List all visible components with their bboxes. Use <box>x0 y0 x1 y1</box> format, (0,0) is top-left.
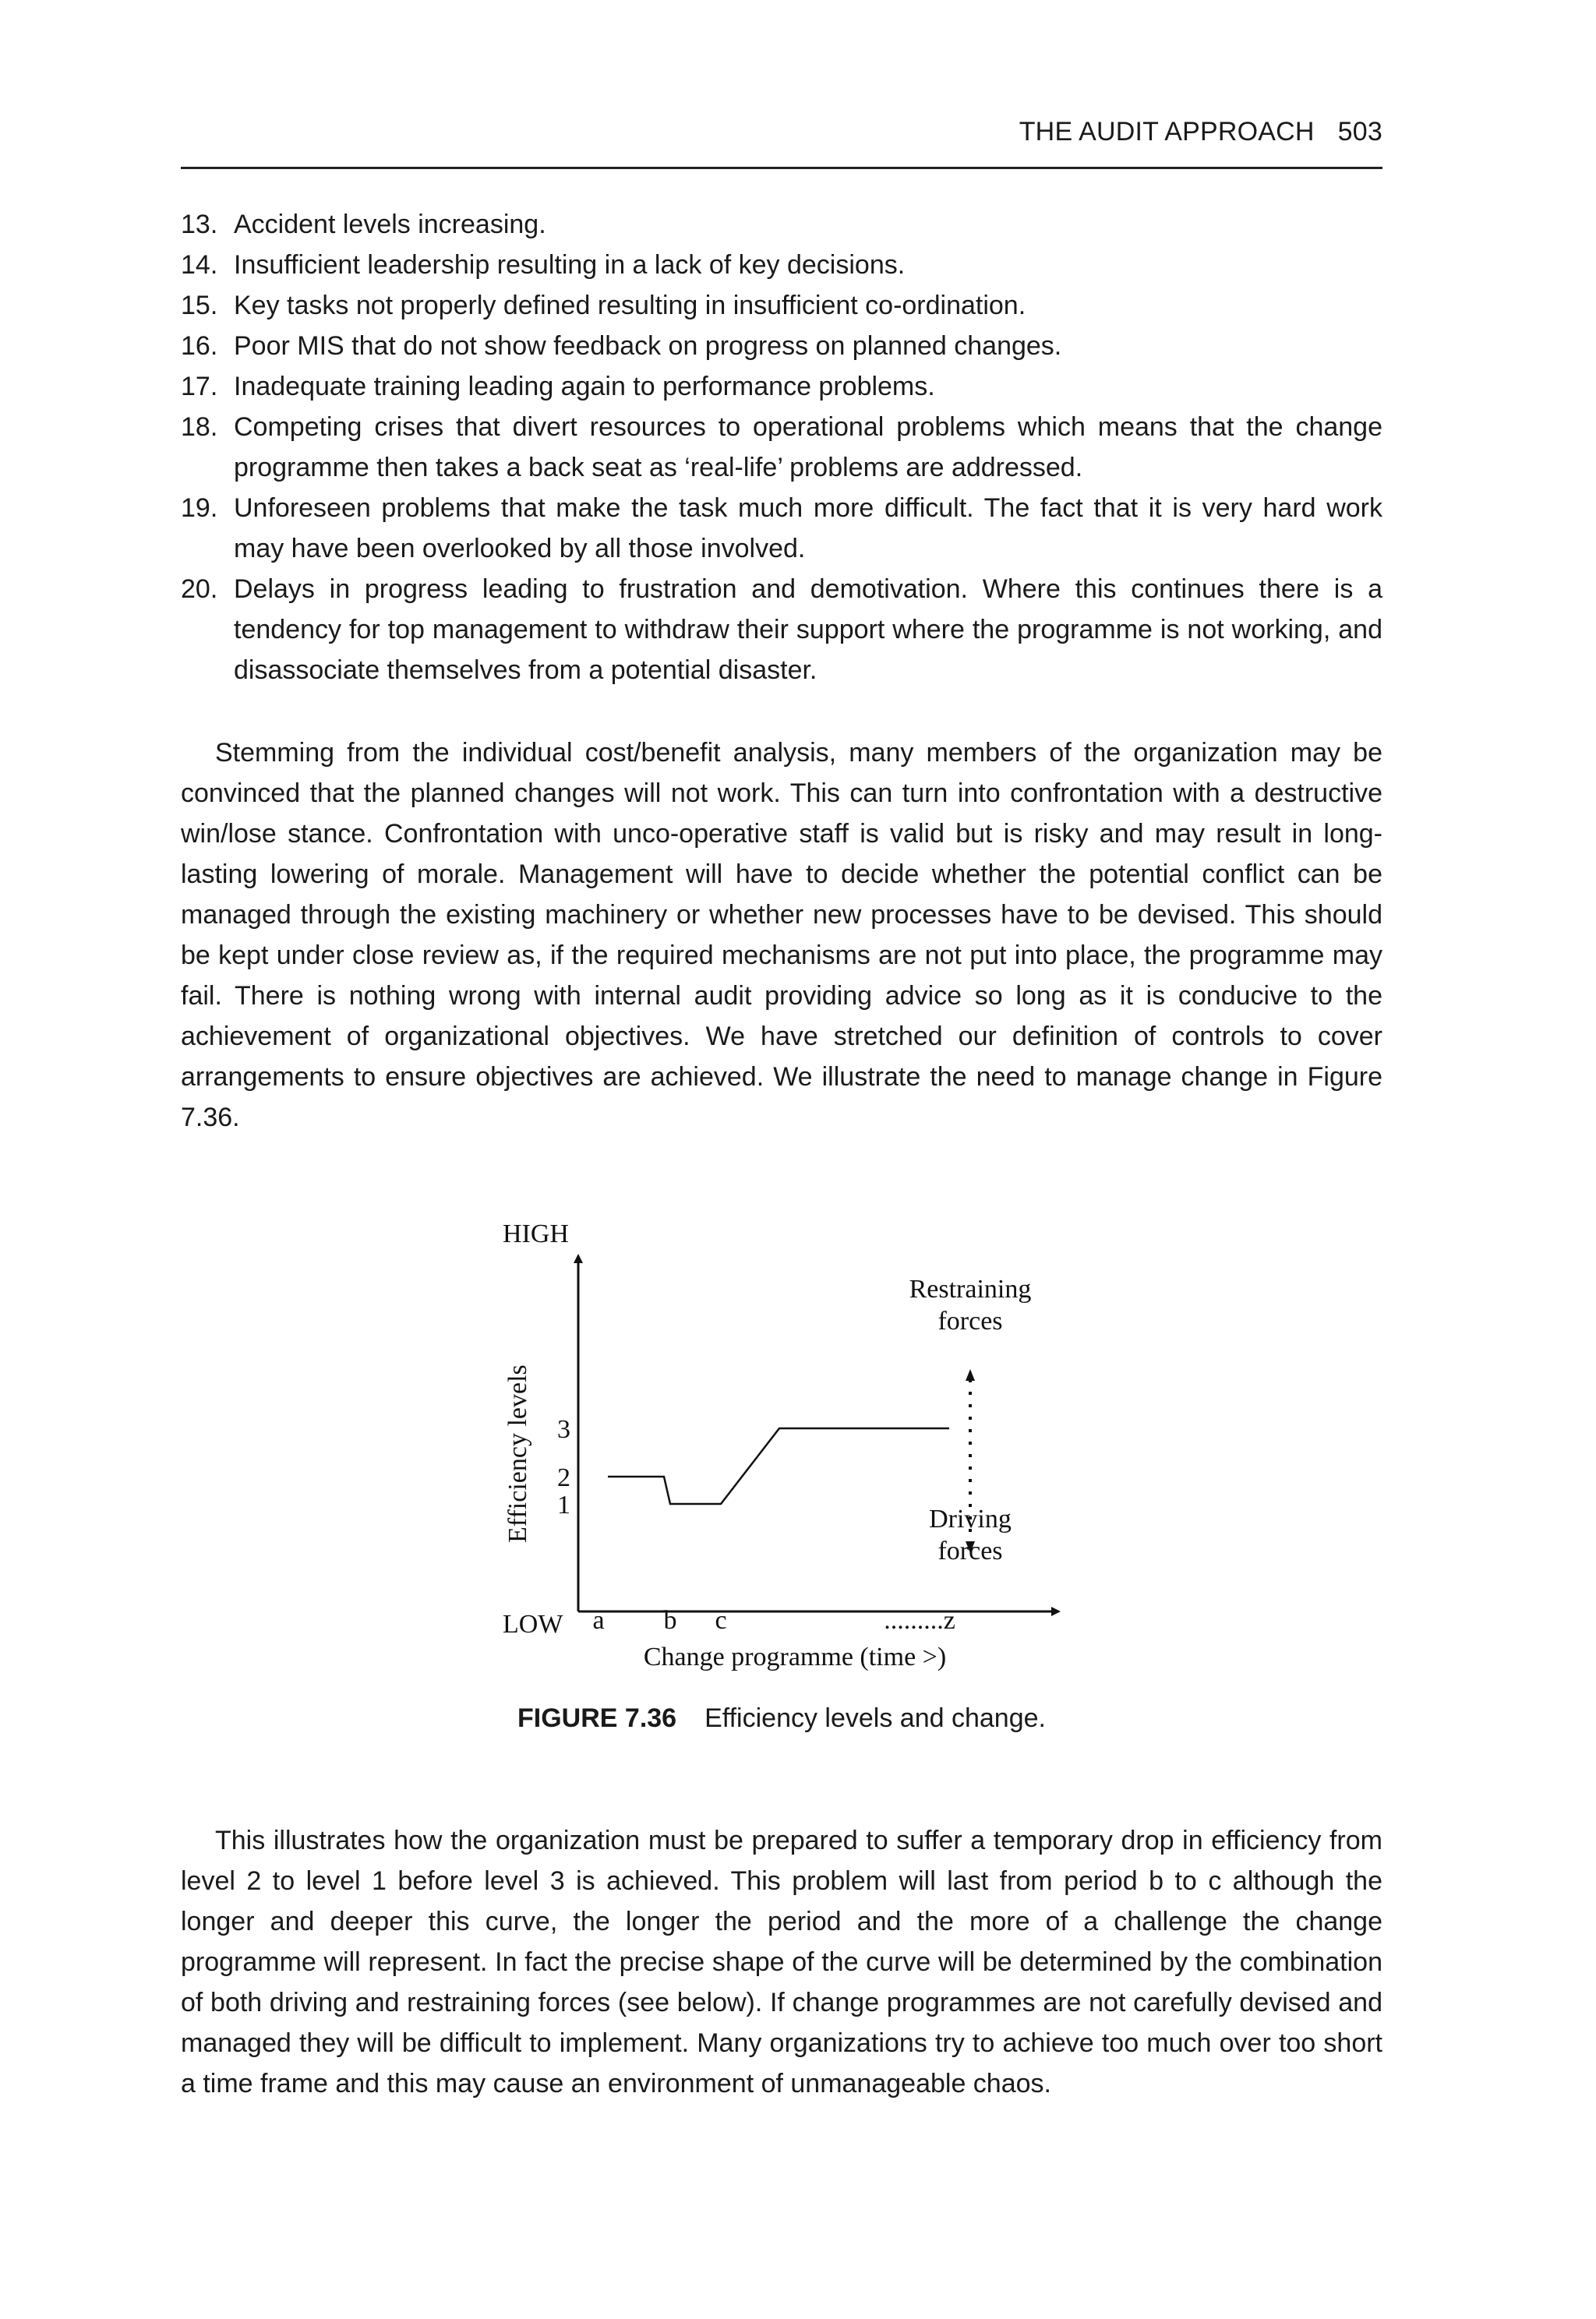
list-item <box>181 569 1382 690</box>
list-item-text: Competing crises that divert resources to operational problems which means that the change programme then takes a back seat as ‘real-life’ problems are addressed. <box>234 412 1382 482</box>
x-tick-label: a <box>592 1606 605 1635</box>
restraining-label-line1: Restraining <box>909 1275 1032 1304</box>
restraining-label-line2: forces <box>937 1307 1003 1336</box>
list-item-text: Accident levels increasing. <box>234 210 546 239</box>
list-item-number: 20. <box>181 574 218 604</box>
list-item-number: 19. <box>181 493 218 523</box>
list-item <box>181 285 1382 326</box>
list-item-text: Unforeseen problems that make the task much more difficult. The fact that it is very hard work may have been overlooked by all those involved. <box>234 493 1382 563</box>
restraining-arrow-icon <box>966 1369 975 1381</box>
list-item-number: 13. <box>181 210 218 239</box>
figure-caption <box>181 1703 1382 1734</box>
x-tick-label: b <box>663 1606 677 1635</box>
list-item-number: 14. <box>181 250 218 280</box>
x-tick-label: c <box>715 1606 727 1635</box>
list-item-number: 17. <box>181 372 218 401</box>
list-item <box>181 407 1382 488</box>
y-tick-group <box>557 1415 570 1520</box>
body-paragraph-2: This illustrates how the organization must be prepared to suffer a temporary drop in efficiency from level 2 to level 1 before level 3 is achieved. This problem will last from period b to c although the longer and deeper this curve, the longer the period and the more of a challenge the change programme will represent. In fact the precise shape of the curve will be determined by the combination of both driving and restraining forces (see below). If change programmes are not carefully devised and managed they will be difficult to implement. Many organizations try to achieve too much over too short a time frame and this may cause an environment of unmanageable chaos. <box>181 1826 1382 2098</box>
numbered-list <box>181 204 1382 690</box>
list-item-text: Delays in progress leading to frustration and demotivation. Where this continues there is a tendency for top management to withdraw their support where the programme is not working, and disassociate themselves from a potential disaster. <box>234 574 1382 685</box>
list-item <box>181 326 1382 366</box>
efficiency-chart <box>483 1216 1083 1699</box>
list-item-text: Key tasks not properly defined resulting in insufficient co-ordination. <box>234 291 1026 320</box>
figure-label: FIGURE 7.36 <box>517 1703 677 1733</box>
driving-label-line2: forces <box>937 1537 1003 1565</box>
efficiency-series-line <box>608 1428 949 1504</box>
figure-caption-text: Efficiency levels and change. <box>704 1703 1046 1733</box>
y-tick-label: 2 <box>557 1463 570 1492</box>
running-header <box>181 117 1382 147</box>
list-item <box>181 366 1382 407</box>
y-tick-label: 3 <box>557 1415 570 1444</box>
list-item <box>181 488 1382 569</box>
y-axis-title: Efficiency levels <box>503 1364 532 1543</box>
figure-7-36 <box>483 1216 1083 1699</box>
x-axis-title: Change programme (time >) <box>643 1643 947 1671</box>
y-tick-label: 1 <box>557 1491 570 1520</box>
body-paragraph-1: Stemming from the individual cost/benefit analysis, many members of the organization may be convinced that the planned changes will not work. This can turn into confrontation with a destructive win/lose stance. Confrontation with unco-operative staff is valid but is risky and may result in long-lasting lowering of morale. Management will have to decide whether the potential conflict can be managed through the existing machinery or whether new processes have to be devised. This should be kept under close review as, if the required mechanisms are not put into place, the programme may fail. There is nothing wrong with internal audit providing advice so long as it is conducive to the achievement of organizational objectives. We have stretched our definition of controls to cover arrangements to ensure objectives are achieved. We illustrate the need to manage change in Figure 7.36. <box>181 738 1382 1132</box>
list-item <box>181 204 1382 245</box>
list-item-number: 15. <box>181 291 218 320</box>
x-tick-label: .........z <box>884 1606 955 1635</box>
list-item-text: Inadequate training leading again to performance problems. <box>234 372 935 401</box>
y-high-label: HIGH <box>503 1220 569 1248</box>
y-low-label: LOW <box>503 1610 563 1639</box>
header-rule <box>181 167 1382 169</box>
running-title: THE AUDIT APPROACH <box>1019 117 1315 146</box>
page-number: 503 <box>1337 117 1382 146</box>
driving-label-line1: Driving <box>929 1505 1012 1534</box>
list-item <box>181 245 1382 285</box>
list-item-text: Poor MIS that do not show feedback on progress on planned changes. <box>234 331 1062 361</box>
list-item-text: Insufficient leadership resulting in a lack of key decisions. <box>234 250 906 280</box>
list-item-number: 18. <box>181 412 218 442</box>
list-item-number: 16. <box>181 331 218 361</box>
